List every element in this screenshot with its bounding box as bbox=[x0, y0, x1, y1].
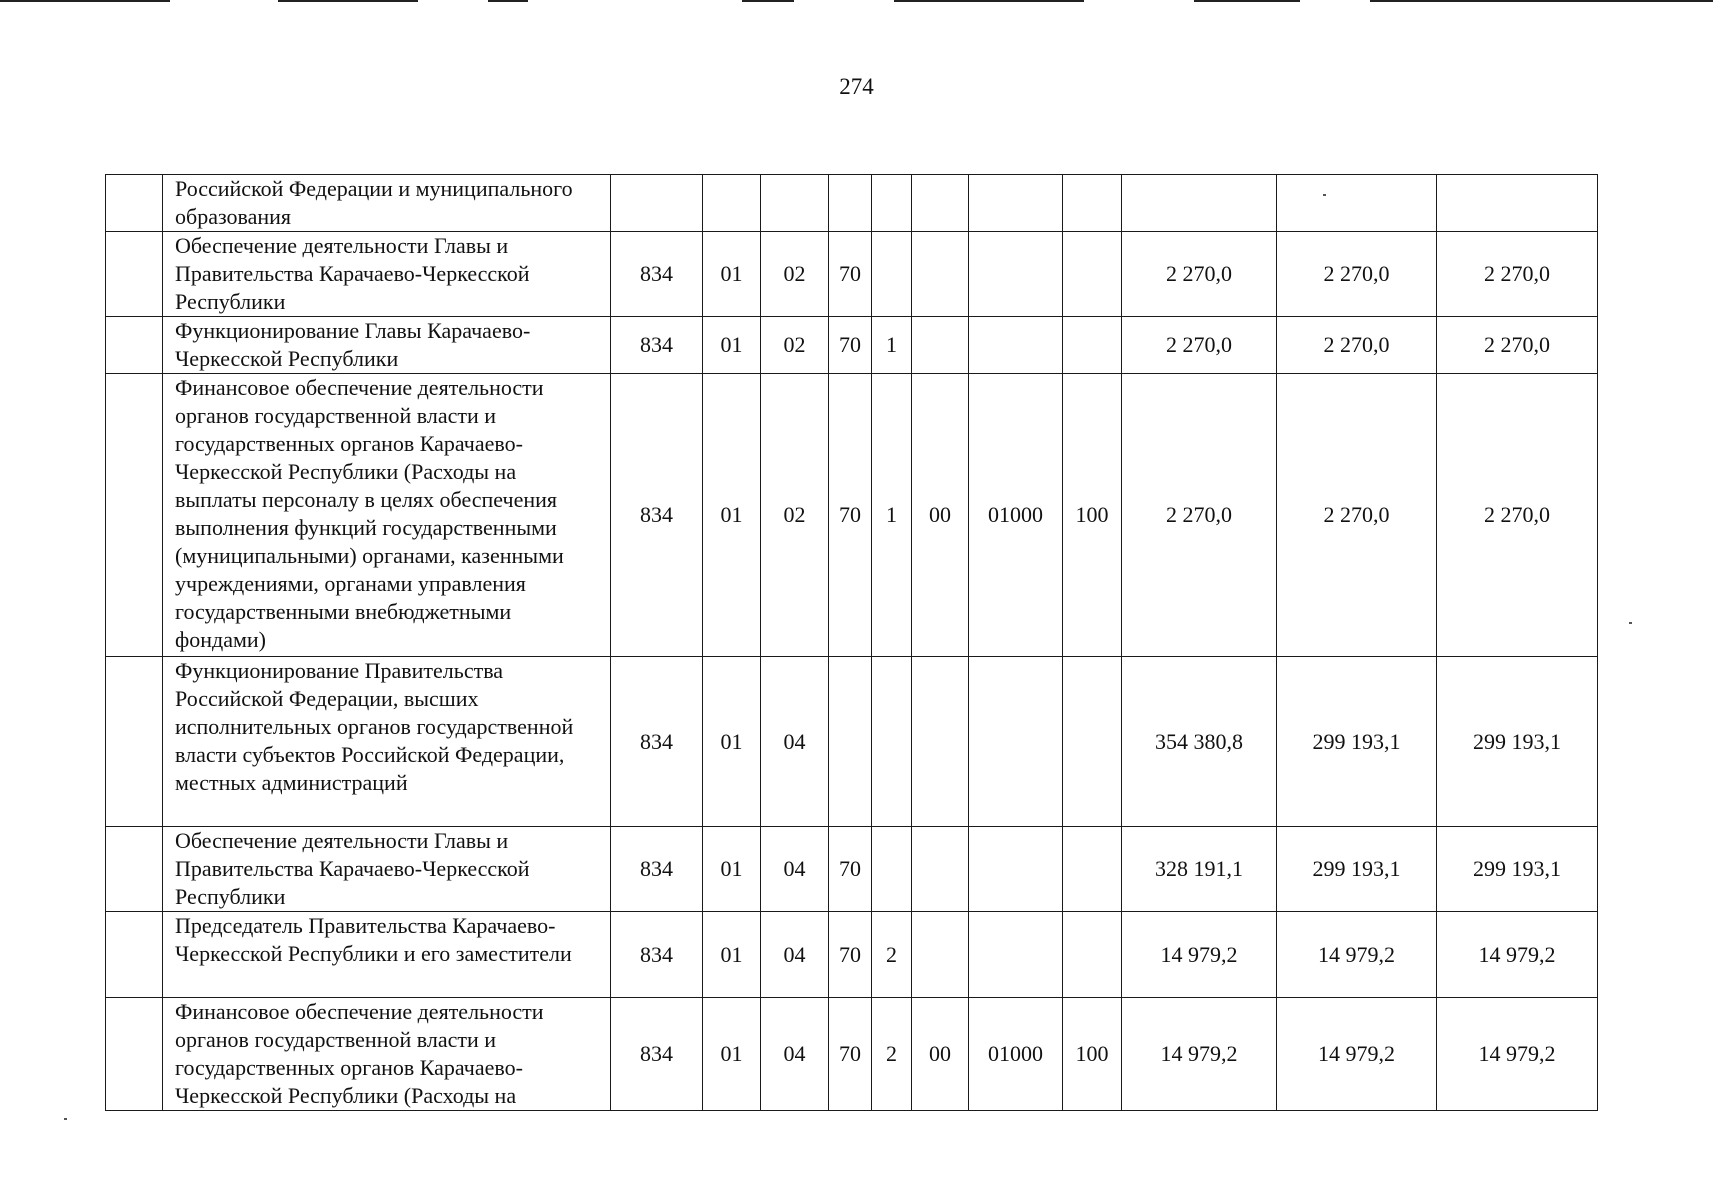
amount-year-2 bbox=[1277, 175, 1437, 232]
amount-year-1: 2 270,0 bbox=[1122, 374, 1277, 657]
scan-speck bbox=[64, 1118, 67, 1120]
blank-cell bbox=[106, 827, 163, 912]
amount-year-1: 328 191,1 bbox=[1122, 827, 1277, 912]
amount-year-1: 2 270,0 bbox=[1122, 317, 1277, 374]
page-number: 274 bbox=[839, 74, 874, 99]
table-row bbox=[106, 657, 1598, 827]
amount-year-3: 14 979,2 bbox=[1437, 998, 1598, 1111]
blank-cell bbox=[106, 317, 163, 374]
table-row bbox=[106, 827, 1598, 912]
subprogram-code bbox=[872, 232, 912, 317]
amount-year-2: 2 270,0 bbox=[1277, 317, 1437, 374]
activity-code bbox=[912, 912, 969, 998]
section-code bbox=[703, 175, 761, 232]
top-scan-rule bbox=[488, 0, 528, 2]
expense-type-code bbox=[1063, 175, 1122, 232]
ministry-code: 834 bbox=[611, 317, 703, 374]
direction-code bbox=[969, 827, 1063, 912]
program-code: 70 bbox=[829, 998, 872, 1111]
table-row bbox=[106, 175, 1598, 232]
subprogram-code: 2 bbox=[872, 912, 912, 998]
amount-year-2: 2 270,0 bbox=[1277, 232, 1437, 317]
program-code bbox=[829, 657, 872, 827]
subprogram-code bbox=[872, 657, 912, 827]
blank-cell bbox=[106, 912, 163, 998]
scan-speck bbox=[1323, 194, 1326, 196]
activity-code bbox=[912, 317, 969, 374]
amount-year-1: 14 979,2 bbox=[1122, 998, 1277, 1111]
section-code: 01 bbox=[703, 374, 761, 657]
row-name: Обеспечение деятельности Главы и Правительства Карачаево-Черкесской Республики bbox=[163, 827, 611, 912]
subsection-code: 02 bbox=[761, 232, 829, 317]
direction-code: 01000 bbox=[969, 374, 1063, 657]
expense-type-code: 100 bbox=[1063, 374, 1122, 657]
section-code: 01 bbox=[703, 912, 761, 998]
direction-code bbox=[969, 232, 1063, 317]
subprogram-code: 1 bbox=[872, 317, 912, 374]
subsection-code: 02 bbox=[761, 317, 829, 374]
amount-year-3 bbox=[1437, 175, 1598, 232]
section-code: 01 bbox=[703, 657, 761, 827]
ministry-code bbox=[611, 175, 703, 232]
amount-year-3: 299 193,1 bbox=[1437, 827, 1598, 912]
activity-code bbox=[912, 827, 969, 912]
section-code: 01 bbox=[703, 232, 761, 317]
table-row bbox=[106, 374, 1598, 657]
amount-year-3: 14 979,2 bbox=[1437, 912, 1598, 998]
blank-cell bbox=[106, 657, 163, 827]
blank-cell bbox=[106, 998, 163, 1111]
ministry-code: 834 bbox=[611, 374, 703, 657]
table-row bbox=[106, 998, 1598, 1111]
row-name: Обеспечение деятельности Главы и Правительства Карачаево-Черкесской Республики bbox=[163, 232, 611, 317]
direction-code bbox=[969, 657, 1063, 827]
row-name: Председатель Правительства Карачаево-Черкесской Республики и его заместители bbox=[163, 912, 611, 998]
ministry-code: 834 bbox=[611, 232, 703, 317]
table-row bbox=[106, 232, 1598, 317]
top-scan-rule bbox=[894, 0, 1084, 2]
program-code: 70 bbox=[829, 827, 872, 912]
subprogram-code: 2 bbox=[872, 998, 912, 1111]
subprogram-code bbox=[872, 827, 912, 912]
direction-code bbox=[969, 317, 1063, 374]
subprogram-code bbox=[872, 175, 912, 232]
top-scan-rule bbox=[1370, 0, 1713, 2]
blank-cell bbox=[106, 175, 163, 232]
amount-year-1 bbox=[1122, 175, 1277, 232]
expense-type-code: 100 bbox=[1063, 998, 1122, 1111]
expense-type-code bbox=[1063, 317, 1122, 374]
expense-type-code bbox=[1063, 232, 1122, 317]
ministry-code: 834 bbox=[611, 657, 703, 827]
subsection-code: 04 bbox=[761, 657, 829, 827]
program-code: 70 bbox=[829, 912, 872, 998]
section-code: 01 bbox=[703, 998, 761, 1111]
direction-code bbox=[969, 175, 1063, 232]
direction-code bbox=[969, 912, 1063, 998]
activity-code bbox=[912, 232, 969, 317]
subsection-code: 04 bbox=[761, 912, 829, 998]
section-code: 01 bbox=[703, 317, 761, 374]
program-code: 70 bbox=[829, 232, 872, 317]
subsection-code: 04 bbox=[761, 827, 829, 912]
amount-year-3: 299 193,1 bbox=[1437, 657, 1598, 827]
blank-cell bbox=[106, 374, 163, 657]
amount-year-2: 14 979,2 bbox=[1277, 998, 1437, 1111]
amount-year-1: 14 979,2 bbox=[1122, 912, 1277, 998]
amount-year-3: 2 270,0 bbox=[1437, 317, 1598, 374]
table-row bbox=[106, 317, 1598, 374]
scan-speck bbox=[1629, 622, 1632, 624]
row-name: Российской Федерации и муниципального образования bbox=[163, 175, 611, 232]
program-code: 70 bbox=[829, 317, 872, 374]
subprogram-code: 1 bbox=[872, 374, 912, 657]
row-name: Функционирование Главы Карачаево-Черкесской Республики bbox=[163, 317, 611, 374]
amount-year-3: 2 270,0 bbox=[1437, 232, 1598, 317]
row-name: Функционирование Правительства Российской Федерации, высших исполнительных органов государственной власти субъектов Российской Федерации, местных администраций bbox=[163, 657, 611, 827]
activity-code bbox=[912, 175, 969, 232]
ministry-code: 834 bbox=[611, 827, 703, 912]
activity-code: 00 bbox=[912, 374, 969, 657]
amount-year-2: 299 193,1 bbox=[1277, 657, 1437, 827]
subsection-code: 02 bbox=[761, 374, 829, 657]
top-scan-rule bbox=[1194, 0, 1300, 2]
ministry-code: 834 bbox=[611, 998, 703, 1111]
amount-year-1: 2 270,0 bbox=[1122, 232, 1277, 317]
row-name: Финансовое обеспечение деятельности органов государственной власти и государственных органов Карачаево-Черкесской Республики (Расходы на bbox=[163, 998, 611, 1111]
row-name: Финансовое обеспечение деятельности органов государственной власти и государственных органов Карачаево-Черкесской Республики (Расходы на выплаты персоналу в целях обеспечения выполнения функций государственными (муниципальными) органами, казенными учреждениями, органами управления государственными внебюджетными фондами) bbox=[163, 374, 611, 657]
top-scan-rule bbox=[278, 0, 418, 2]
activity-code: 00 bbox=[912, 998, 969, 1111]
amount-year-3: 2 270,0 bbox=[1437, 374, 1598, 657]
activity-code bbox=[912, 657, 969, 827]
subsection-code bbox=[761, 175, 829, 232]
subsection-code: 04 bbox=[761, 998, 829, 1111]
budget-table bbox=[105, 174, 1598, 1111]
amount-year-2: 14 979,2 bbox=[1277, 912, 1437, 998]
expense-type-code bbox=[1063, 912, 1122, 998]
blank-cell bbox=[106, 232, 163, 317]
program-code: 70 bbox=[829, 374, 872, 657]
expense-type-code bbox=[1063, 827, 1122, 912]
expense-type-code bbox=[1063, 657, 1122, 827]
program-code bbox=[829, 175, 872, 232]
amount-year-2: 2 270,0 bbox=[1277, 374, 1437, 657]
amount-year-1: 354 380,8 bbox=[1122, 657, 1277, 827]
top-scan-rule bbox=[0, 0, 170, 2]
section-code: 01 bbox=[703, 827, 761, 912]
table-row bbox=[106, 912, 1598, 998]
direction-code: 01000 bbox=[969, 998, 1063, 1111]
top-scan-rule bbox=[742, 0, 794, 2]
amount-year-2: 299 193,1 bbox=[1277, 827, 1437, 912]
ministry-code: 834 bbox=[611, 912, 703, 998]
